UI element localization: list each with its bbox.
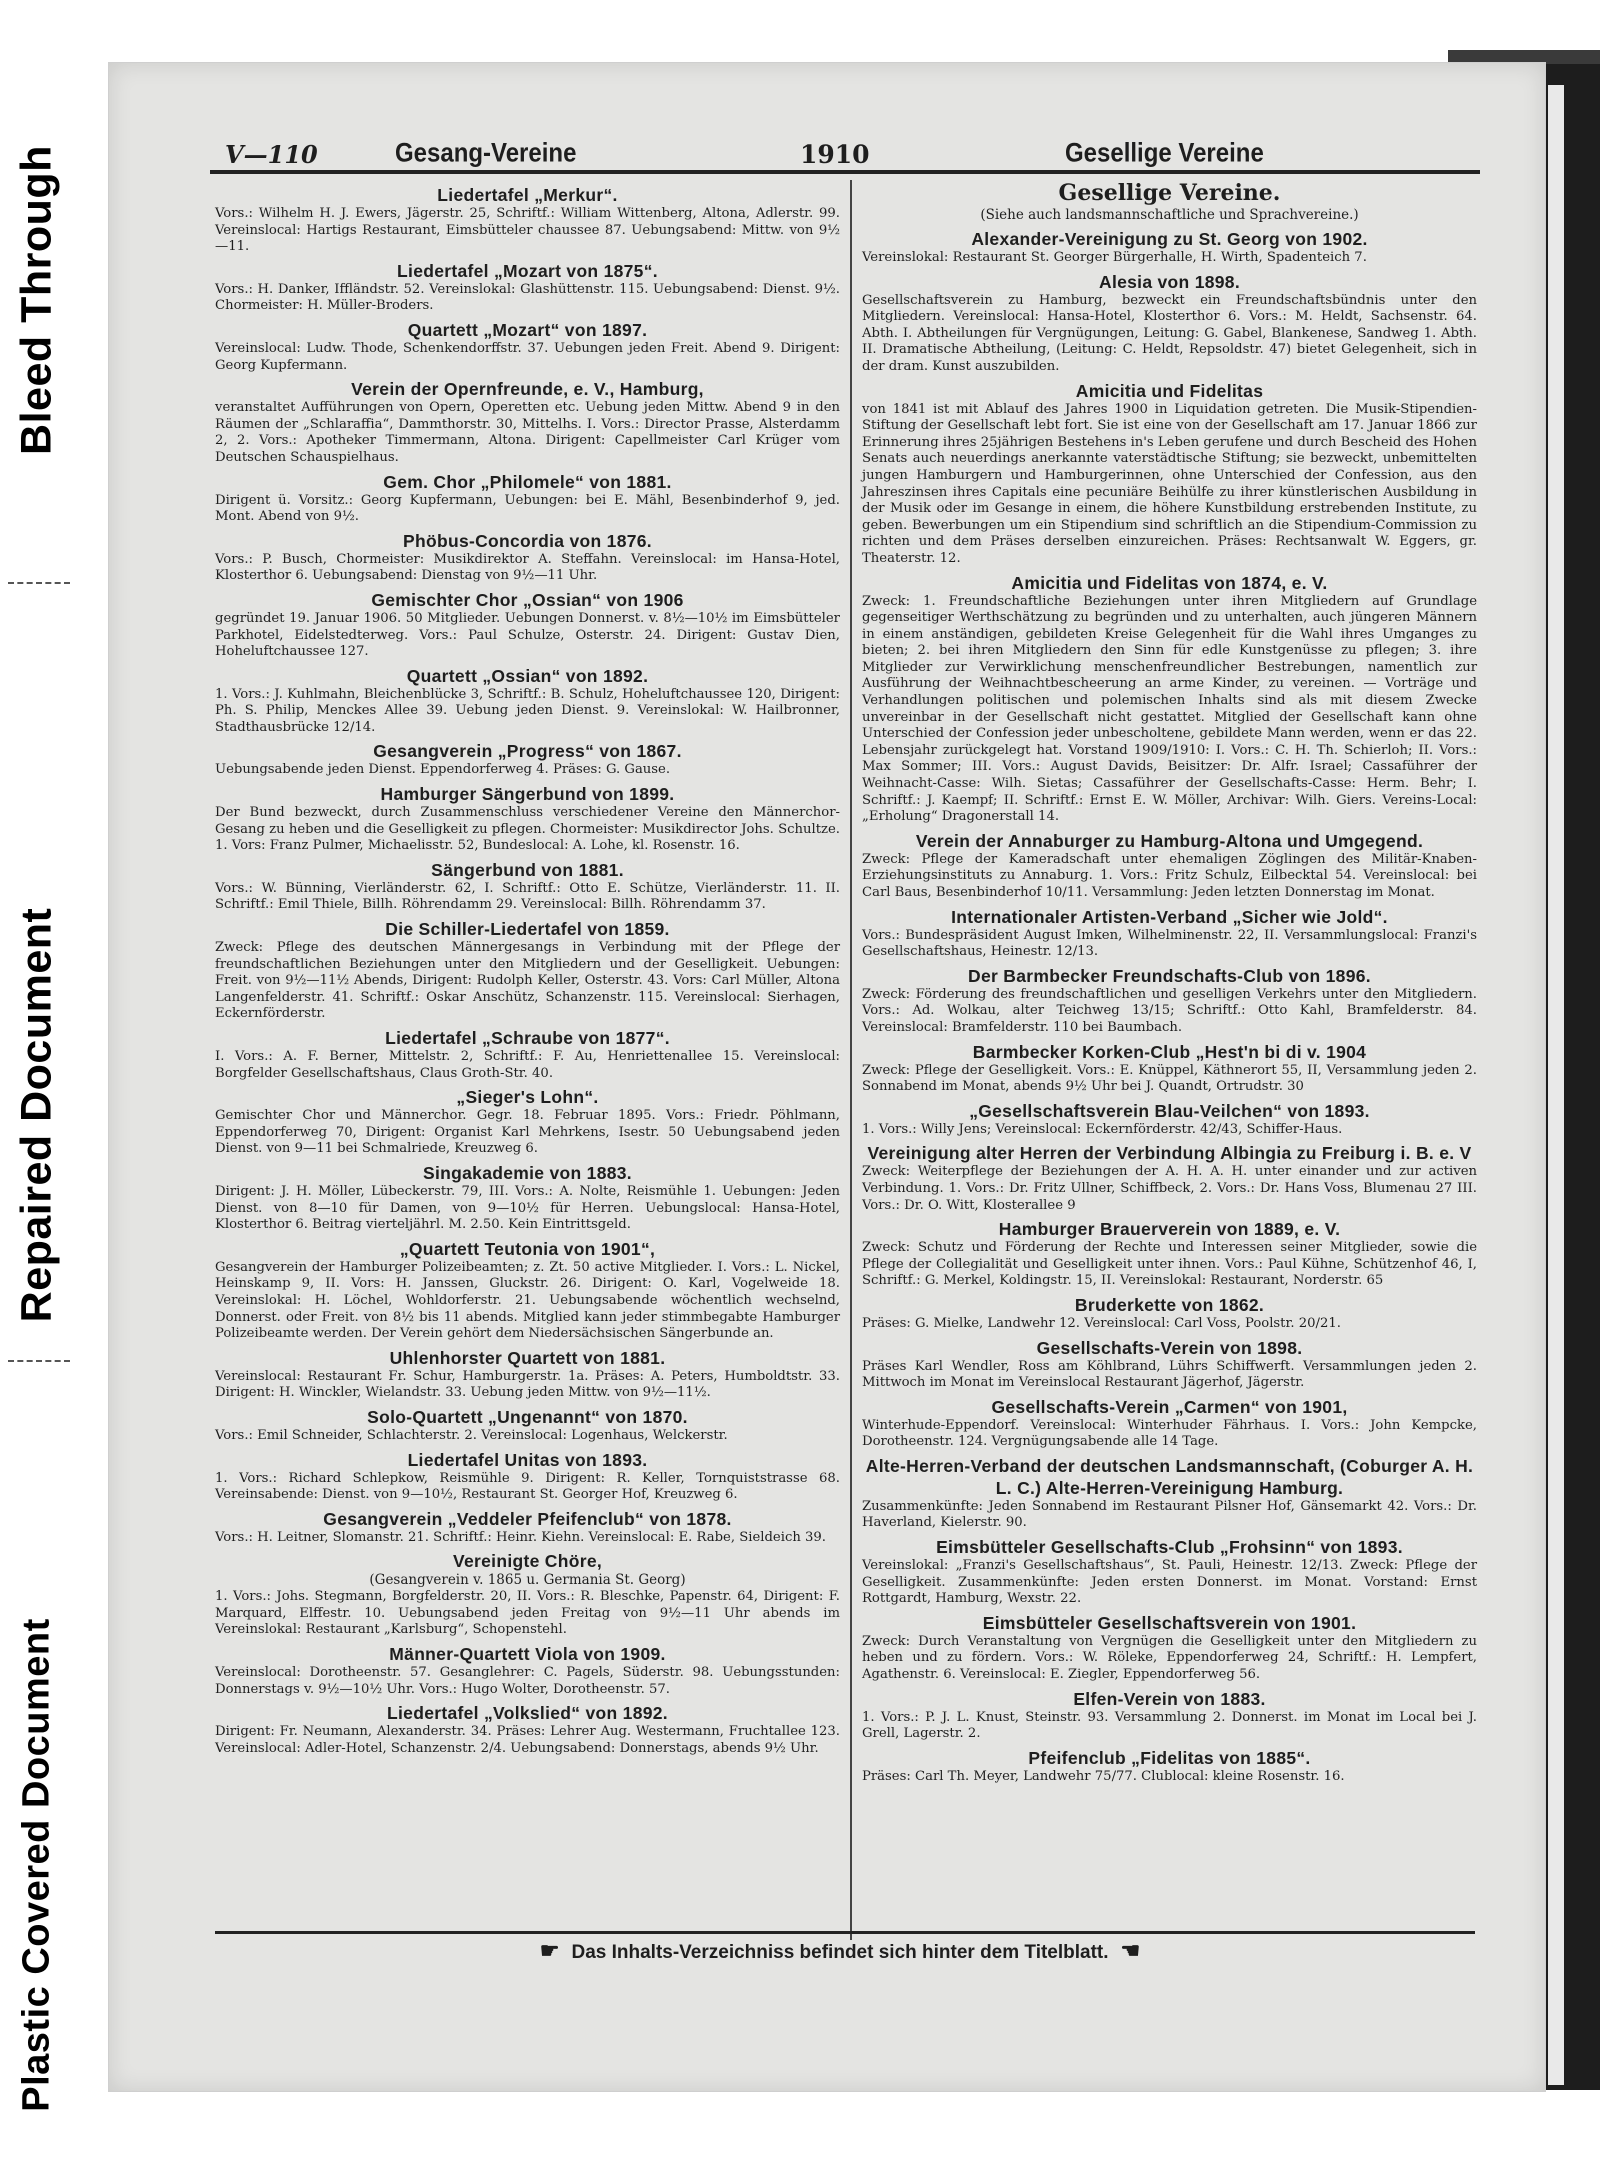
club-title: Hamburger Sängerbund von 1899. xyxy=(380,784,675,805)
footer-rule xyxy=(215,1931,1475,1934)
year: 1910 xyxy=(800,140,870,169)
club-description: Präses: Carl Th. Meyer, Landwehr 75/77. Clublocal: kleine Rosenstr. 16. xyxy=(862,1768,1345,1784)
club-title: Amicitia und Fidelitas von 1874, e. V. xyxy=(1011,572,1328,593)
header-rule xyxy=(210,170,1480,174)
club-entry xyxy=(862,1337,1477,1392)
club-entry xyxy=(215,184,840,256)
club-title: Gemischter Chor „Ossian“ von 1906 xyxy=(371,589,684,610)
club-entry xyxy=(215,1162,840,1234)
club-entry xyxy=(215,589,840,661)
club-entry xyxy=(862,1100,1477,1139)
club-description: Präses Karl Wendler, Ross am Köhlbrand, Lührs Schiffwerft. Versammlungen jeden 2. Mittwoch im Monat im Vereinslocal Restaurant Jägerhof, Jägerstr. xyxy=(862,1358,1477,1391)
club-title: Quartett „Mozart“ von 1897. xyxy=(407,319,648,340)
club-entry xyxy=(215,260,840,315)
club-title: Die Schiller-Liedertafel von 1859. xyxy=(385,919,670,940)
club-entry xyxy=(215,1702,840,1757)
club-description: Zweck: Förderung des freundschaftlichen und geselligen Verkehrs unter den Mitgliedern. Vors.: Ad. Wolkau, alter Teichweg 13/15; Schriftf.: Otto Kahl, Bramfelderstr. 84. Vereinslocal: Bramfelderstr. 110 bei Baumbach. xyxy=(862,986,1477,1035)
club-title: Bruderkette von 1862. xyxy=(1074,1294,1265,1315)
section-right: Gesellige Vereine xyxy=(1065,138,1264,169)
club-title: Alesia von 1898. xyxy=(1099,271,1240,292)
club-title: Der Barmbecker Freundschafts-Club von 1896. xyxy=(968,965,1371,986)
club-description: Zweck: Durch Veranstaltung von Vergnügen die Geselligkeit unter den Mitgliedern zu heben und zu fördern. Vors.: W. Röleke, Eppendorferweg 24, Schriftf.: H. Lempfert, Agathenstr. 6. Vereinslocal: E. Ziegler, Eppendorferweg 56. xyxy=(862,1633,1477,1683)
club-entry xyxy=(862,228,1477,267)
club-title: Männer-Quartett Viola von 1909. xyxy=(389,1644,666,1665)
club-description: Vors.: W. Bünning, Vierländerstr. 62, I. Schriftf.: Otto E. Schütze, Vierländerstr. 11. II. Schriftf.: Emil Thiele, Billh. Röhrendamm 29. Vereinslocal: Billh. Röhrendamm 37. xyxy=(215,880,840,913)
club-description: Zweck: Pflege der Kameradschaft unter ehemaligen Zöglingen des Militär-Knaben-Erziehungsinstituts zu Annaburg. 1. Vors.: Fritz Schulz, Eilbecktal 54. Vereinslocal: bei Carl Baus, Besenbinderhof 10/11. Versammlung: Jeden letzten Donnerstag im Monat. xyxy=(862,851,1477,900)
club-title: Eimsbütteler Gesellschaftsverein von 1901. xyxy=(982,1612,1357,1633)
club-entry xyxy=(215,859,840,914)
club-description: Uebungsabende jeden Dienst. Eppendorferweg 4. Präses: G. Gause. xyxy=(215,762,671,778)
club-description: Vors.: Bundespräsident August Imken, Wilhelminenstr. 22, II. Versammlungslocal: Franzi's Gesellschaftshaus, Heinestr. 12/13. xyxy=(862,927,1477,960)
club-entry xyxy=(215,471,840,526)
club-entry xyxy=(215,665,840,737)
club-title: Liedertafel Unitas von 1893. xyxy=(407,1449,648,1470)
club-description: Vors.: H. Danker, Iffländstr. 52. Vereinslokal: Glashüttenstr. 115. Uebungsabend: Dienst. 9½. Chormeister: H. Müller-Broders. xyxy=(215,281,840,314)
club-description: Gesangverein der Hamburger Polizeibeamten; z. Zt. 50 active Mitglieder. I. Vors.: L. Nickel, Heinskamp 9, II. Vors: H. Janssen, Gluckstr. 26. Dirigent: O. Karl, Vogelweide 18. Vereinslokal: H. Löchel, Wohldorferstr. 21. Uebungsabende wöchentlich wechselnd, Donnerst. oder Freit. von 8½ bis 11 abends. Mitglied kann jeder stimmbegabte Hamburger Polizeibeamte werden. Der Verein gehört dem Niedersächsischen Sängerbunde an. xyxy=(215,1259,840,1342)
club-description: Der Bund bezweckt, durch Zusammenschluss verschiedener Vereine den Männerchor-Gesang zu heben und die Geselligkeit zu pflegen. Chormeister: Musikdirector Johs. Schultze. 1. Vors: Franz Pulmer, Michaelisstr. 52, Bundeslocal: A. Lohe, kl. Rosenstr. 16. xyxy=(215,805,840,854)
club-title: Vereinigung alter Herren der Verbindung Albingia zu Freiburg i. B. e. V xyxy=(867,1143,1472,1164)
club-entry xyxy=(215,1508,840,1547)
club-title: Liedertafel „Volkslied“ von 1892. xyxy=(387,1703,668,1724)
club-entry xyxy=(862,1747,1477,1786)
club-subtitle: (Gesangverein v. 1865 u. Germania St. Georg) xyxy=(369,1572,686,1589)
club-title: Eimsbütteler Gesellschafts-Club „Frohsinn“ von 1893. xyxy=(936,1537,1403,1558)
side-label-strip xyxy=(0,0,75,2177)
club-title: Alexander-Vereinigung zu St. Georg von 1902. xyxy=(971,229,1368,249)
club-title: Gesangverein „Progress“ von 1867. xyxy=(373,741,682,762)
club-title: Liedertafel „Schraube von 1877“. xyxy=(385,1028,670,1048)
club-entry xyxy=(215,530,840,585)
club-entry xyxy=(215,1347,840,1402)
club-description: Zweck: Weiterpflege der Beziehungen der A. H. A. H. unter einander und zur activen Verbindung. 1. Vors.: Dr. Fritz Ullner, Schiffbeck, 2. Vors.: Dr. Hans Voss, Blumenau 27 III. Vors.: Dr. O. Witt, Klosterallee 9 xyxy=(862,1164,1477,1213)
label-separator xyxy=(8,1360,70,1362)
section-title: Gesellige Vereine. xyxy=(1058,180,1281,206)
club-title: Singakademie von 1883. xyxy=(423,1162,632,1183)
club-title: Amicitia und Fidelitas xyxy=(1075,380,1264,401)
club-description: Präses: G. Mielke, Landwehr 12. Vereinslocal: Carl Voss, Poolstr. 20/21. xyxy=(862,1315,1341,1331)
club-title: „Gesellschaftsverein Blau-Veilchen“ von 1893. xyxy=(969,1100,1370,1121)
club-entry xyxy=(862,965,1477,1037)
footer-note xyxy=(440,1938,1240,1964)
club-description: Vereinslocal: Ludw. Thode, Schenkendorffstr. 37. Uebungen jeden Freit. Abend 9. Dirigent: Georg Kupfermann. xyxy=(215,340,840,373)
label-repaired-document: Repaired Document xyxy=(12,907,61,1323)
club-description: Vereinslocal: Dorotheenstr. 57. Gesanglehrer: C. Pagels, Süderstr. 98. Uebungsstunden: Donnerstags v. 9½—10½ Uhr. Vors.: Hugo Wolter, Dorotheenstr. 57. xyxy=(215,1665,840,1697)
club-entry xyxy=(215,740,840,779)
club-title: Solo-Quartett „Ungenannt“ von 1870. xyxy=(367,1406,688,1427)
club-title: Internationaler Artisten-Verband „Sicher wie Jold“. xyxy=(951,906,1388,927)
club-entry xyxy=(215,378,840,466)
club-entry xyxy=(215,319,840,374)
club-description: Zweck: Schutz und Förderung der Rechte und Interessen seiner Mitglieder, sowie die Pflege der Collegialität und Geselligkeit unter ihnen. Vors.: Paul Kühne, Schützenhof 46, I, Schriftf.: G. Merkel, Koldingstr. 15, II. Vereinslokal: Restaurant, Norderstr. 65 xyxy=(862,1240,1477,1289)
section-subtitle: (Siehe auch landsmannschaftliche und Sprachvereine.) xyxy=(980,207,1359,223)
club-title: Barmbecker Korken-Club „Hest'n bi di v. 1904 xyxy=(972,1041,1367,1062)
club-title: Gesangverein „Veddeler Pfeifenclub“ von 1878. xyxy=(323,1508,732,1529)
club-entry xyxy=(862,1536,1477,1608)
pointing-hand-right-icon: ☛ xyxy=(539,1938,560,1963)
club-description: Vors.: Wilhelm H. J. Ewers, Jägerstr. 25, Schriftf.: William Wittenberg, Altona, Adlerstr. 99. Vereinslocal: Hartigs Restaurant, Eimsbütteler chaussee 87. Uebungsabend: Mittw. von 9½—11. xyxy=(215,206,840,255)
club-description: 1. Vors.: P. J. L. Knust, Steinstr. 93. Versammlung 2. Donnerst. im Monat im Local bei J. Grell, Lagerstr. 2. xyxy=(862,1709,1477,1742)
page-number: V—110 xyxy=(225,140,318,169)
club-title: Liedertafel „Mozart von 1875“. xyxy=(397,260,658,281)
page-header xyxy=(225,140,1475,174)
pointing-hand-left-icon: ☚ xyxy=(1120,1938,1141,1963)
club-entry xyxy=(862,830,1477,902)
club-title: Uhlenhorster Quartett von 1881. xyxy=(389,1347,666,1368)
club-entry xyxy=(862,1294,1477,1333)
footer-text: Das Inhalts-Verzeichniss befindet sich hinter dem Titelblatt. xyxy=(571,1942,1109,1963)
club-entry xyxy=(862,1218,1477,1290)
club-description: Vors.: P. Busch, Chormeister: Musikdirektor A. Steffahn. Vereinslocal: im Hansa-Hotel, Klosterthor 6. Uebungsabend: Dienstag von 9½—11 Uhr. xyxy=(215,551,840,584)
club-entry xyxy=(862,1455,1477,1532)
club-description: Zweck: Pflege des deutschen Männergesangs in Verbindung mit der Pflege der freundschaftlichen Beziehungen unter den Mitgliedern und der Geselligkeit. Uebungen: Freit. von 9½—11½ Abends, Dirigent: Rudolph Keller, Osterstr. 43. Vors: Carl Müller, Altona Langenfelderstr. 41. Schriftf.: Oskar Anschütz, Schanzenstr. 115. Vereinslocal: Sierhagen, Eckernförderstr. xyxy=(215,940,840,1022)
left-column xyxy=(215,180,840,1757)
club-entry xyxy=(862,1396,1477,1451)
club-title: Gesellschafts-Verein von 1898. xyxy=(1036,1337,1303,1358)
club-description: Vereinslokal: „Franzi's Gesellschaftshaus“, St. Pauli, Heinestr. 12/13. Zweck: Pflege der Geselligkeit. Zusammenkünfte: Jeden ersten Donnerst. im Monat. Vorstand: Ernst Rottgardt, Hamburg, Wexstr. 22. xyxy=(862,1558,1477,1607)
club-description: Dirigent: J. H. Möller, Lübeckerstr. 79, III. Vors.: A. Nolte, Reismühle 1. Uebungen: Jeden Dienst. von 8—10 für Damen, von 9—10½ für Herren. Uebungslocal: Hansa-Hotel, Klosterthor 6. Beitrag vierteljährl. M. 2.50. Kein Eintrittsgeld. xyxy=(215,1183,840,1233)
club-description: Winterhude-Eppendorf. Vereinslocal: Winterhuder Fährhaus. I. Vors.: John Kempcke, Dorotheenstr. 124. Vergnügungsabende alle 14 Tage. xyxy=(862,1417,1477,1450)
club-title: Verein der Opernfreunde, e. V., Hamburg, xyxy=(351,379,704,400)
club-title: Verein der Annaburger zu Hamburg-Altona und Umgegend. xyxy=(915,830,1424,851)
club-title: Liedertafel „Merkur“. xyxy=(437,185,618,205)
page-edge-paper xyxy=(1548,85,1564,2085)
club-description: Vors.: Emil Schneider, Schlachterstr. 2. Vereinslocal: Logenhaus, Welckerstr. xyxy=(215,1427,728,1443)
club-title: Pfeifenclub „Fidelitas von 1885“. xyxy=(1028,1747,1311,1768)
club-entry xyxy=(215,1550,840,1639)
club-description: 1. Vors.: Johs. Stegmann, Borgfelderstr. 20, II. Vors.: R. Bleschke, Papenstr. 64, Dirigent: F. Marquard, Elffestr. 10. Uebungsabend jeden Freitag von 9½—11 Uhr abends im Vereinslokal: Restaurant „Karlsburg“, Schopenstehl. xyxy=(215,1589,840,1638)
club-description: Dirigent ü. Vorsitz.: Georg Kupfermann, Uebungen: bei E. Mähl, Besenbinderhof 9, jed. Mont. Abend von 9½. xyxy=(215,492,840,525)
club-title: Hamburger Brauerverein von 1889, e. V. xyxy=(998,1219,1341,1240)
club-description: Vereinslokal: Restaurant St. Georger Bürgerhalle, H. Wirth, Spadenteich 7. xyxy=(862,250,1367,265)
club-description: Zusammenkünfte: Jeden Sonnabend im Restaurant Pilsner Hof, Gänsemarkt 42. Vors.: Dr. Haverland, Kielerstr. 90. xyxy=(862,1498,1477,1531)
club-description: veranstaltet Aufführungen von Opern, Operetten etc. Uebung jeden Mittw. Abend 9 in den Räumen der „Schlaraffia“, Dammthorstr. 30, Mittelhs. I. Vors.: Director Prasse, Alsterdamm 2, 2. Vors.: Apotheker Timmermann, Altona. Dirigent: Capellmeister Carl Krüger vom Deutschen Schauspielhaus. xyxy=(215,400,840,465)
club-entry xyxy=(215,1449,840,1504)
club-description: Zweck: Pflege der Geselligkeit. Vors.: E. Knüppel, Käthnerort 55, II, Versammlung jeden 2. Sonnabend im Monat, abends 9½ Uhr bei J. Quandt, Ortrudstr. 30 xyxy=(862,1062,1477,1095)
club-entry xyxy=(215,1238,840,1343)
club-entry xyxy=(215,1643,840,1698)
label-separator xyxy=(8,582,70,584)
club-title: Sängerbund von 1881. xyxy=(431,859,624,880)
club-entry xyxy=(215,1086,840,1158)
club-entry xyxy=(862,271,1477,376)
club-entry xyxy=(215,918,840,1023)
club-description: Gemischter Chor und Männerchor. Gegr. 18. Februar 1895. Vors.: Friedr. Pöhlmann, Eppendorferweg 70, Dirigent: Organist Karl Mehrkens, Isestr. 50 Uebungsabend jeden Dienst. von 9—11 bei Schmalriede, Kreuzweg 6. xyxy=(215,1108,840,1157)
club-title: Gem. Chor „Philomele“ von 1881. xyxy=(383,471,672,492)
club-entry xyxy=(862,1612,1477,1684)
club-entry xyxy=(862,380,1477,568)
club-entry xyxy=(862,1041,1477,1096)
club-description: Dirigent: Fr. Neumann, Alexanderstr. 34. Präses: Lehrer Aug. Westermann, Fruchtallee 123. Vereinslocal: Adler-Hotel, Schanzenstr. 2/4. Uebungsabend: Donnerstags, abends 9½ Uhr. xyxy=(215,1724,840,1756)
label-plastic-covered: Plastic Covered Document xyxy=(15,1618,58,2112)
club-title: Alte-Herren-Verband der deutschen Landsmannschaft, (Coburger A. H. L. C.) Alte-Herren-Vereinigung Hamburg. xyxy=(865,1455,1474,1498)
club-description: 1. Vors.: J. Kuhlmahn, Bleichenblücke 3, Schriftf.: B. Schulz, Hoheluftchaussee 120, Dirigent: Ph. S. Philip, Menckes Allee 39. Uebung jeden Dienst. 9. Vereinslokal: W. Hailbronner, Stadthausbrücke 12/14. xyxy=(215,686,840,735)
column-divider xyxy=(850,180,852,1940)
club-entry xyxy=(862,1688,1477,1743)
club-entry xyxy=(215,1027,840,1082)
club-entry xyxy=(215,783,840,855)
club-description: Vereinslocal: Restaurant Fr. Schur, Hamburgerstr. 1a. Präses: A. Peters, Humboldtstr. 33. Dirigent: H. Winckler, Wielandstr. 33. Uebung jeden Mittw. von 9½—11½. xyxy=(215,1368,840,1401)
club-entry xyxy=(862,1142,1477,1214)
club-title: Phöbus-Concordia von 1876. xyxy=(403,530,652,551)
club-description: 1. Vors.: Richard Schlepkow, Reismühle 9. Dirigent: R. Keller, Tornquiststrasse 68. Vereinsabende: Dienst. von 9—10½, Restaurant St. Georger Hof, Kreuzweg 6. xyxy=(215,1470,840,1503)
label-bleed-through: Bleed Through xyxy=(12,145,61,455)
club-title: Gesellschafts-Verein „Carmen“ von 1901, xyxy=(991,1396,1348,1417)
section-left: Gesang-Vereine xyxy=(395,138,577,169)
club-description: I. Vors.: A. F. Berner, Mittelstr. 2, Schriftf.: F. Au, Henriettenallee 15. Vereinslocal: Borgfelder Gesellschaftshaus, Claus Groth-Str. 40. xyxy=(215,1049,840,1081)
club-title: „Sieger's Lohn“. xyxy=(456,1087,599,1108)
club-description: Gesellschaftsverein zu Hamburg, bezweckt ein Freundschaftsbündnis unter den Mitgliedern. Vereinslocal: Hansa-Hotel, Klosterthor 6. Vors.: M. Heldt, Sachsenstr. 64. Abth. I. Abtheilungen für Vergnügungen, Leitung: G. Gabel, Blankenese, Sandweg 1. Abth. II. Dramatische Abtheilung, (Leitung: C. Heldt, Repsoldstr. 47) bietet Gelegenheit, sich in der dram. Kunst auszubilden. xyxy=(862,292,1477,374)
club-description: Vors.: H. Leitner, Slomanstr. 21. Schriftf.: Heinr. Kiehn. Vereinslocal: E. Rabe, Sieldeich 39. xyxy=(215,1529,826,1545)
club-description: gegründet 19. Januar 1906. 50 Mitglieder. Uebungen Donnerst. v. 8½—10½ im Eimsbütteler Parkhotel, Eidelstedterweg. Vors.: Paul Schulze, Osterstr. 24. Dirigent: Gustav Dien, Hoheluftchaussee 127. xyxy=(215,610,840,660)
club-entry xyxy=(862,572,1477,826)
club-title: Elfen-Verein von 1883. xyxy=(1073,1688,1266,1709)
club-description: 1. Vors.: Willy Jens; Vereinslocal: Eckernförderstr. 42/43, Schiffer-Haus. xyxy=(862,1121,1343,1137)
right-column xyxy=(862,180,1477,1785)
club-title: Quartett „Ossian“ von 1892. xyxy=(406,665,649,686)
club-entry xyxy=(862,906,1477,961)
club-description: von 1841 ist mit Ablauf des Jahres 1900 in Liquidation getreten. Die Musik-Stipendien-Stiftung der Gesellschaft lebt fort. Sie ist eine von der Gesellschaft am 17. Januar 1866 zur Erinnerung ihres 25jährigen Bestehens in's Leben gerufene und durch Bescheid des Hohen Senats auch neuerdings anerkannte vaterstädtische Stiftung; sie bezweckt, unbemittelten jungen Hamburgern und Hamburgerinnen, ohne Unterschied der Confession, aus den Jahreszinsen ihres Capitals eine pecuniäre Beihülfe zu ihrer künstlerischen Ausbildung in der Musik oder im Gesange in einem, die höhere Kunstbildung erstrebenden Institute, zu geben. Bewerbungen um ein Stipendium sind schriftlich an die Stipendium-Commission zu richten und dem Präses derselben einzureichen. Präses: Rechtsanwalt W. Eggers, gr. Theaterstr. 12. xyxy=(862,401,1477,566)
club-title: Vereinigte Chöre, xyxy=(452,1551,603,1572)
club-entry xyxy=(215,1406,840,1445)
club-title: „Quartett Teutonia von 1901“, xyxy=(399,1238,656,1259)
club-description: Zweck: 1. Freundschaftliche Beziehungen unter ihren Mitgliedern auf Grundlage gegenseitiger Werthschätzung zu begründen und zu unterhalten, auch jüngeren Männern in einem anständigen, gebildeten Kreise Gelegenheit für die Wahl ihres Umganges zu bieten; 2. bei ihren Mitgliedern den Sinn für edle Kunstgenüsse zu pflegen; 3. ihre Mitglieder zur Verwirklichung menschenfreundlicher Bestrebungen, namentlich zur Ausführung der Weihnachtbescheerung an arme Kinder, zu vereinen. — Vorträge und Verhandlungen politischen und polemischen Inhalts sind als mit diesem Zwecke unvereinbar in der Gesellschaft nicht gestattet. Mitglied der Gesellschaft kann ohne Unterschied der Confession jeder unbescholtene, gebildete Mann werden, wenn er das 22. Lebensjahr zurückgelegt hat. Vorstand 1909/1910: I. Vors.: C. H. Th. Schierloh; II. Vors.: Max Sommer; III. Vors.: August Davids, Beisitzer: Dr. Alfr. Israel; Cassaführer der Weihnacht-Casse: Wilh. Sietas; Cassaführer der Gesellschafts-Casse: Herm. Behr; I. Schriftf.: J. Kaempf; II. Schriftf.: Ernst E. W. Möller, Archivar: Wilh. Giers. Vereins-Local: „Erholung“ Dragonerstall 14. xyxy=(862,593,1477,825)
